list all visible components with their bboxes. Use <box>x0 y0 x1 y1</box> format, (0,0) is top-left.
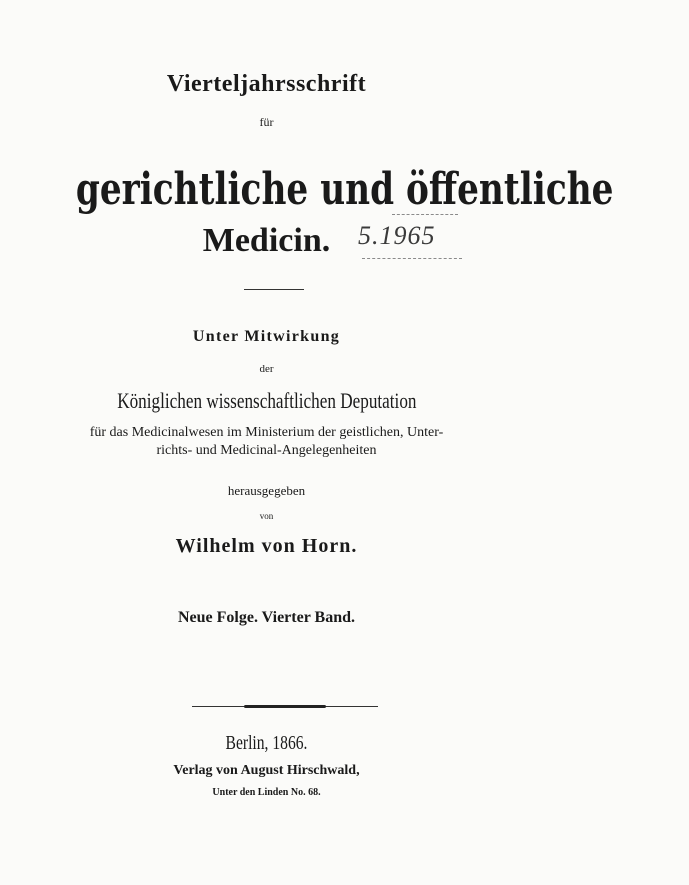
preposition-von-text: von <box>259 511 274 521</box>
editor-intro-text: herausgegeben <box>227 483 306 498</box>
subject-line <box>0 164 614 215</box>
collaboration-intro <box>0 329 533 345</box>
article-der <box>0 364 533 375</box>
volume-info <box>0 610 533 626</box>
institution-name-text: Königlichen wissenschaftlichen Deputation <box>116 388 417 413</box>
institution-desc-line-2-text: richts- und Medicinal-Angelegenheiten <box>156 443 377 458</box>
handwritten-shelfmark <box>358 223 436 249</box>
imprint-publisher <box>0 764 533 778</box>
short-divider-rule <box>244 289 304 290</box>
subject-end-text: Medicin. <box>202 222 331 259</box>
institution-desc-line-1 <box>0 426 533 440</box>
journal-title-text: Vierteljahrsschrift <box>166 71 367 97</box>
institution-desc-line-1-text: für das Medicinalwesen im Ministerium der geistlichen, Unter- <box>89 425 444 440</box>
imprint-place-year <box>0 733 533 753</box>
preposition-fuer <box>0 116 533 128</box>
subject-line-text: gerichtliche und öffentliche <box>75 164 614 215</box>
journal-title <box>0 72 533 96</box>
handwritten-shelfmark-text: 5.1965 <box>358 221 436 250</box>
subject-end <box>0 224 533 258</box>
imprint-place-year-text: Berlin, 1866. <box>225 732 308 754</box>
collaboration-intro-text: Unter Mitwirkung <box>192 328 341 345</box>
ornamental-divider-rule <box>192 705 378 708</box>
pencil-dash-upper <box>392 214 458 215</box>
institution-desc-line-2 <box>0 444 533 458</box>
imprint-address-text: Unter den Linden No. 68. <box>212 787 321 798</box>
volume-info-text: Neue Folge. Vierter Band. <box>177 609 355 626</box>
editor-intro <box>0 484 533 497</box>
ornamental-rule-thick <box>244 705 326 708</box>
editor-name <box>0 536 533 556</box>
article-der-text: der <box>259 363 274 375</box>
preposition-fuer-text: für <box>259 115 274 129</box>
editor-name-text: Wilhelm von Horn. <box>175 535 358 557</box>
imprint-address <box>0 788 533 798</box>
imprint-publisher-text: Verlag von August Hirschwald, <box>173 763 360 778</box>
institution-name <box>0 390 533 412</box>
preposition-von <box>0 512 533 521</box>
pencil-dash-lower <box>362 258 462 259</box>
